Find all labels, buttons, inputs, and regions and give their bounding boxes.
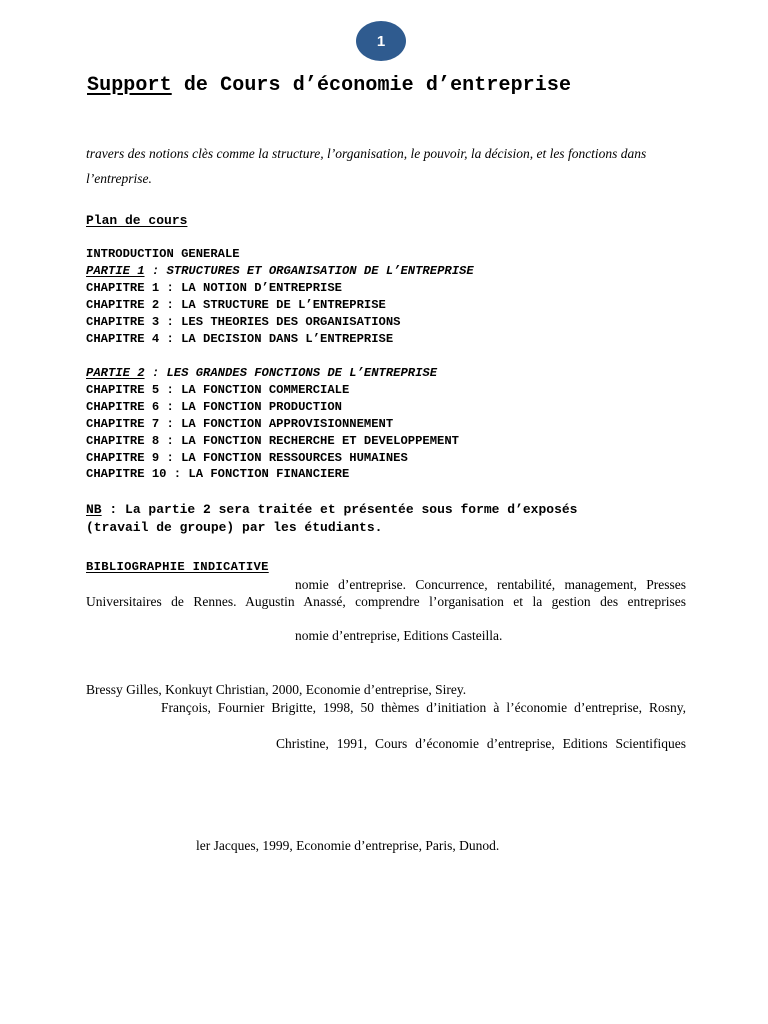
title-underlined-word: Support [87, 74, 172, 97]
bib-line-1: nomie d’entreprise. Concurrence, rentabilité, management, Presses [295, 577, 686, 592]
intro-generale: INTRODUCTION GENERALE [86, 247, 240, 261]
chapter-4: CHAPITRE 4 : LA DECISION DANS L’ENTREPRISE [86, 332, 394, 346]
chapter-9: CHAPITRE 9 : LA FONCTION RESSOURCES HUMAINES [86, 451, 408, 465]
chapter-6: CHAPITRE 6 : LA FONCTION PRODUCTION [86, 400, 342, 414]
bib-line-2: Universitaires de Rennes. Augustin Anassé, comprendre l’organisation et la gestion des entreprises [86, 594, 686, 609]
nb-line-2: (travail de groupe) par les étudiants. [86, 520, 383, 535]
partie-1-title: : STRUCTURES ET ORGANISATION DE L’ENTREPRISE [144, 264, 474, 278]
intro-line-1: travers des notions clès comme la structure, l’organisation, le pouvoir, la décision, et les fonctions dans [86, 146, 647, 161]
title-rest: de Cours d’économie d’entreprise [171, 74, 572, 97]
page-number-badge: 1 [356, 21, 406, 61]
nb-text: : La partie 2 sera traitée et présentée sous forme d’exposés [101, 502, 578, 517]
partie-2-heading [86, 366, 437, 380]
bib-line-4: Bressy Gilles, Konkuyt Christian, 2000, Economie d’entreprise, Sirey. [86, 682, 467, 697]
chapter-7: CHAPITRE 7 : LA FONCTION APPROVISIONNEMENT [86, 417, 394, 431]
chapter-2: CHAPITRE 2 : LA STRUCTURE DE L’ENTREPRISE [86, 298, 386, 312]
chapter-3: CHAPITRE 3 : LES THEORIES DES ORGANISATIONS [86, 315, 401, 329]
nb-label: NB [86, 502, 102, 517]
partie-1-heading [86, 264, 474, 278]
partie-2-label: PARTIE 2 [86, 366, 145, 380]
chapter-10: CHAPITRE 10 : LA FONCTION FINANCIERE [86, 467, 350, 481]
chapter-5: CHAPITRE 5 : LA FONCTION COMMERCIALE [86, 383, 350, 397]
bib-line-5: François, Fournier Brigitte, 1998, 50 thèmes d’initiation à l’économie d’entreprise, Rosny, [161, 700, 686, 715]
bibliography-heading: BIBLIOGRAPHIE INDICATIVE [86, 560, 269, 574]
intro-line-2: l’entreprise. [86, 171, 152, 186]
partie-2-title: : LES GRANDES FONCTIONS DE L’ENTREPRISE [144, 366, 438, 380]
bib-line-7: ler Jacques, 1999, Economie d’entreprise, Paris, Dunod. [196, 838, 500, 853]
chapter-1: CHAPITRE 1 : LA NOTION D’ENTREPRISE [86, 281, 342, 295]
page-title [87, 74, 571, 97]
chapter-8: CHAPITRE 8 : LA FONCTION RECHERCHE ET DEVELOPPEMENT [86, 434, 459, 448]
partie-1-label: PARTIE 1 [86, 264, 145, 278]
bib-line-3: nomie d’entreprise, Editions Casteilla. [295, 628, 503, 643]
plan-heading: Plan de cours [86, 213, 188, 228]
nb-line-1 [86, 502, 578, 517]
bib-line-6: Christine, 1991, Cours d’économie d’entreprise, Editions Scientifiques [276, 736, 686, 751]
